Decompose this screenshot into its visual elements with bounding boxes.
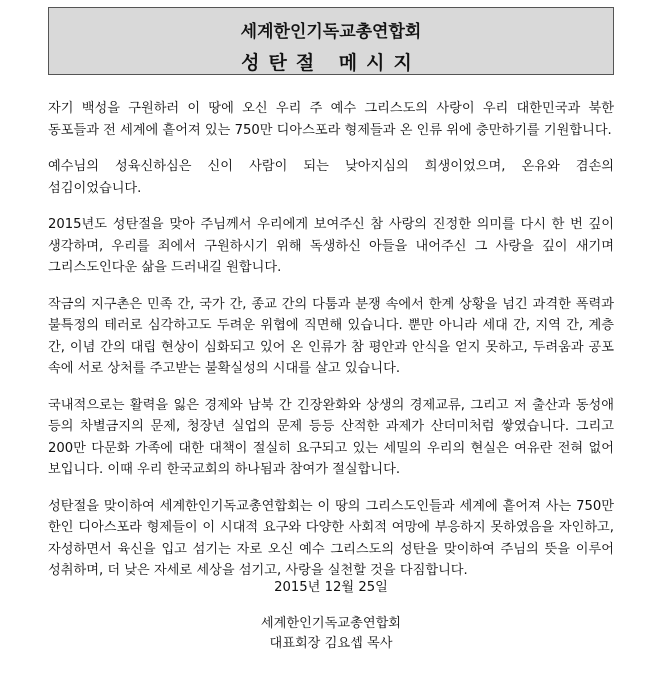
paragraph-6: 성탄절을 맞이하여 세계한인기독교총연합회는 이 땅의 그리스도인들과 세계에 흩어져 사는 750만 한인 디아스포라 형제들이 이 시대적 요구와 다양한 사회적 여망에 부응하지 못하였음을 자인하고, 자성하면서 육신을 입고 섬기는 자로 오신 예수 그리스도의 성탄을 맞이하여 주님의 뜻을 이루어 성취하며, 더 낮은 자세로 세상을 섬기고, 사랑을 실천할 것을 다짐합니다. [48, 498, 614, 578]
signature-name: 대표회장 김요셉 목사 [269, 636, 393, 651]
document-title: 성탄절 메시지 [241, 52, 421, 74]
paragraph-3: 2015년도 성탄절을 맞아 주님께서 우리에게 보여주신 참 사랑의 진정한 의미를 다시 한 번 깊이 생각하며, 우리를 죄에서 구원하시기 위해 독생하신 아들을 내어주신 그 사랑을 깊이 새기며 그리스도인다운 삶을 드러내길 원합니다. [48, 217, 614, 275]
organization-title: 세계한인기독교총연합회 [240, 22, 422, 42]
paragraph-5: 국내적으로는 활력을 잃은 경제와 남북 간 긴장완화와 상생의 경제교류, 그리고 저 출산과 동성애 등의 차별금지의 문제, 청장년 실업의 문제 등등 산적한 과제가 산더미처럼 쌓였습니다. 그리고 200만 다문화 가족에 대한 대책이 절실히 요구되고 있는 세밀의 우리의 현실은 여유란 전혀 없어 보입니다. 이때 우리 한국교회의 하나됨과 참여가 절실합니다. [48, 397, 614, 477]
title-box [48, 7, 614, 75]
message-body [48, 98, 614, 597]
paragraph-4: 작금의 지구촌은 민족 간, 국가 간, 종교 간의 다툼과 분쟁 속에서 한계 상황을 넘긴 과격한 폭력과 불특정의 테러로 심각하고도 두려운 위협에 직면해 있습니다. 뿐만 아니라 세대 간, 지역 간, 계층 간, 이념 간의 대립 현상이 심화되고 있어 온 인류가 참 평안과 안식을 얻지 못하고, 두려움과 공포 속에 서로 상처를 주고받는 불확실성의 시대를 살고 있습니다. [48, 296, 614, 376]
signature-organization: 세계한인기독교총연합회 [260, 616, 402, 631]
paragraph-2: 예수님의 성육신하심은 신이 사람이 되는 낮아지심의 희생이었으며, 온유와 겸손의 섬김이었습니다. [48, 159, 614, 196]
message-date: 2015년 12월 25일 [274, 580, 388, 595]
paragraph-1: 자기 백성을 구원하러 이 땅에 오신 우리 주 예수 그리스도의 사랑이 우리 대한민국과 북한 동포들과 전 세계에 흩어져 있는 750만 디아스포라 형제들과 온 인류 위에 충만하기를 기원합니다. [48, 101, 614, 138]
